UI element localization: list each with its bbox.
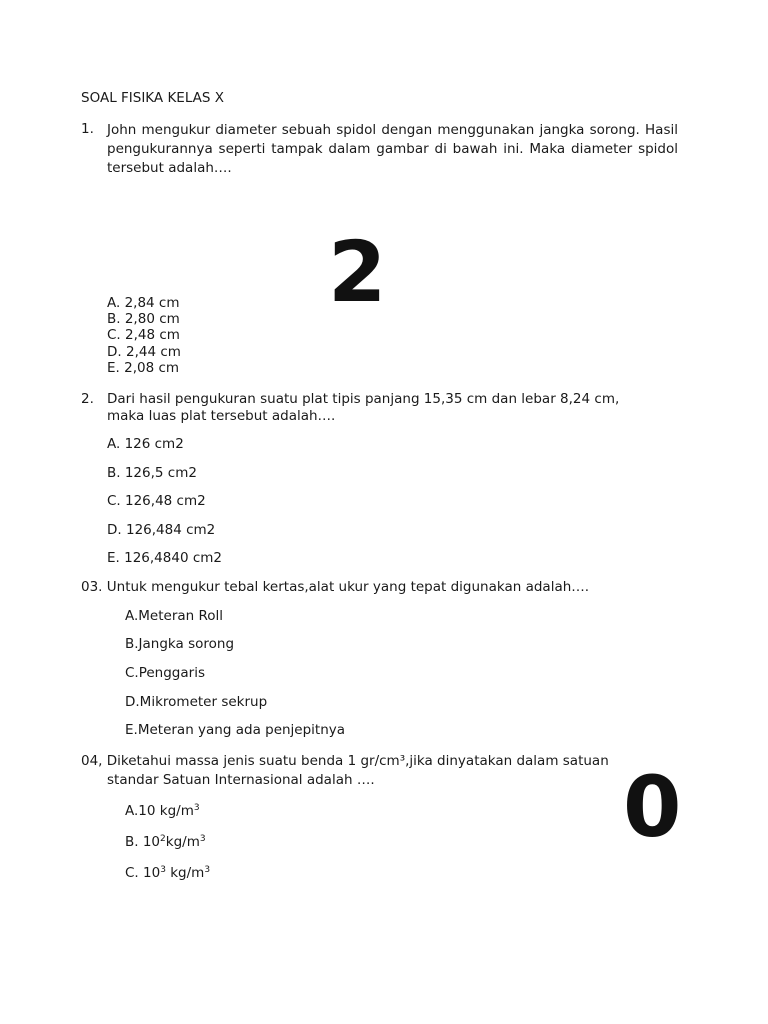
question-1-option-b: B. 2,80 cm	[107, 311, 180, 328]
question-1-option-e: E. 2,08 cm	[107, 359, 180, 376]
question-4-option-b-unit-exponent: 3	[199, 834, 206, 844]
question-3-text: 03. Untuk mengukur tebal kertas,alat ukur yang tepat digunakan adalah….	[81, 579, 590, 595]
question-1-option-a: A. 2,84 cm	[107, 295, 180, 311]
question-2-option-a: A. 126 cm2	[107, 436, 184, 452]
question-4-option-c-unit: kg/m	[165, 865, 205, 881]
question-2-line-2: maka luas plat tersebut adalah….	[107, 408, 336, 424]
question-3-option-c: C.Penggaris	[125, 665, 205, 681]
figure-digit-2: 2	[328, 223, 387, 321]
question-4-line-1: 04, Diketahui massa jenis suatu benda 1 gr/cm³,jika dinyatakan dalam satuan	[81, 753, 609, 769]
question-4-option-c-text: C. 10	[125, 865, 161, 881]
question-2-option-d: D. 126,484 cm2	[107, 522, 216, 538]
question-4-option-c-exponent: 3	[160, 865, 166, 875]
question-1	[81, 121, 678, 178]
question-2-option-c: C. 126,48 cm2	[107, 493, 206, 509]
question-4-option-a-exponent: 3	[193, 803, 200, 813]
question-2-line-1: Dari hasil pengukuran suatu plat tipis panjang 15,35 cm dan lebar 8,24 cm,	[107, 391, 620, 407]
question-4-option-b-exponent: 2	[160, 834, 166, 844]
question-4	[81, 753, 609, 788]
question-1-options	[107, 295, 181, 376]
question-4-option-a	[125, 803, 200, 819]
question-2-number: 2.	[81, 391, 94, 407]
figure-digit-0: 0	[623, 758, 682, 856]
question-4-line-2: standar Satuan Internasional adalah ….	[107, 772, 375, 788]
question-4-option-b-unit: kg/m	[165, 834, 200, 850]
document-title: SOAL FISIKA KELAS X	[81, 90, 225, 106]
question-3-option-a: A.Meteran Roll	[125, 608, 224, 624]
question-3-option-d: D.Mikrometer sekrup	[125, 694, 268, 710]
question-4-option-a-text: A.10 kg/m	[125, 803, 194, 819]
question-1-option-c: C. 2,48 cm	[107, 327, 180, 344]
question-4-option-c	[125, 865, 210, 881]
question-2-option-b: B. 126,5 cm2	[107, 465, 197, 481]
question-4-option-b-text: B. 10	[125, 834, 161, 850]
question-1-number: 1.	[81, 121, 94, 137]
question-3-option-e: E.Meteran yang ada penjepitnya	[125, 722, 346, 738]
question-4-option-b	[125, 834, 206, 850]
question-2-option-e: E. 126,4840 cm2	[107, 550, 222, 566]
question-1-text: John mengukur diameter sebuah spidol dengan menggunakan jangka sorong. Hasil pengukurannya seperti tampak dalam gambar di bawah ini. Maka diameter spidol tersebut adalah….	[107, 122, 678, 176]
question-3-option-b: B.Jangka sorong	[125, 636, 235, 652]
question-4-option-c-unit-exponent: 3	[204, 865, 211, 875]
question-1-option-d: D. 2,44 cm	[107, 343, 181, 360]
